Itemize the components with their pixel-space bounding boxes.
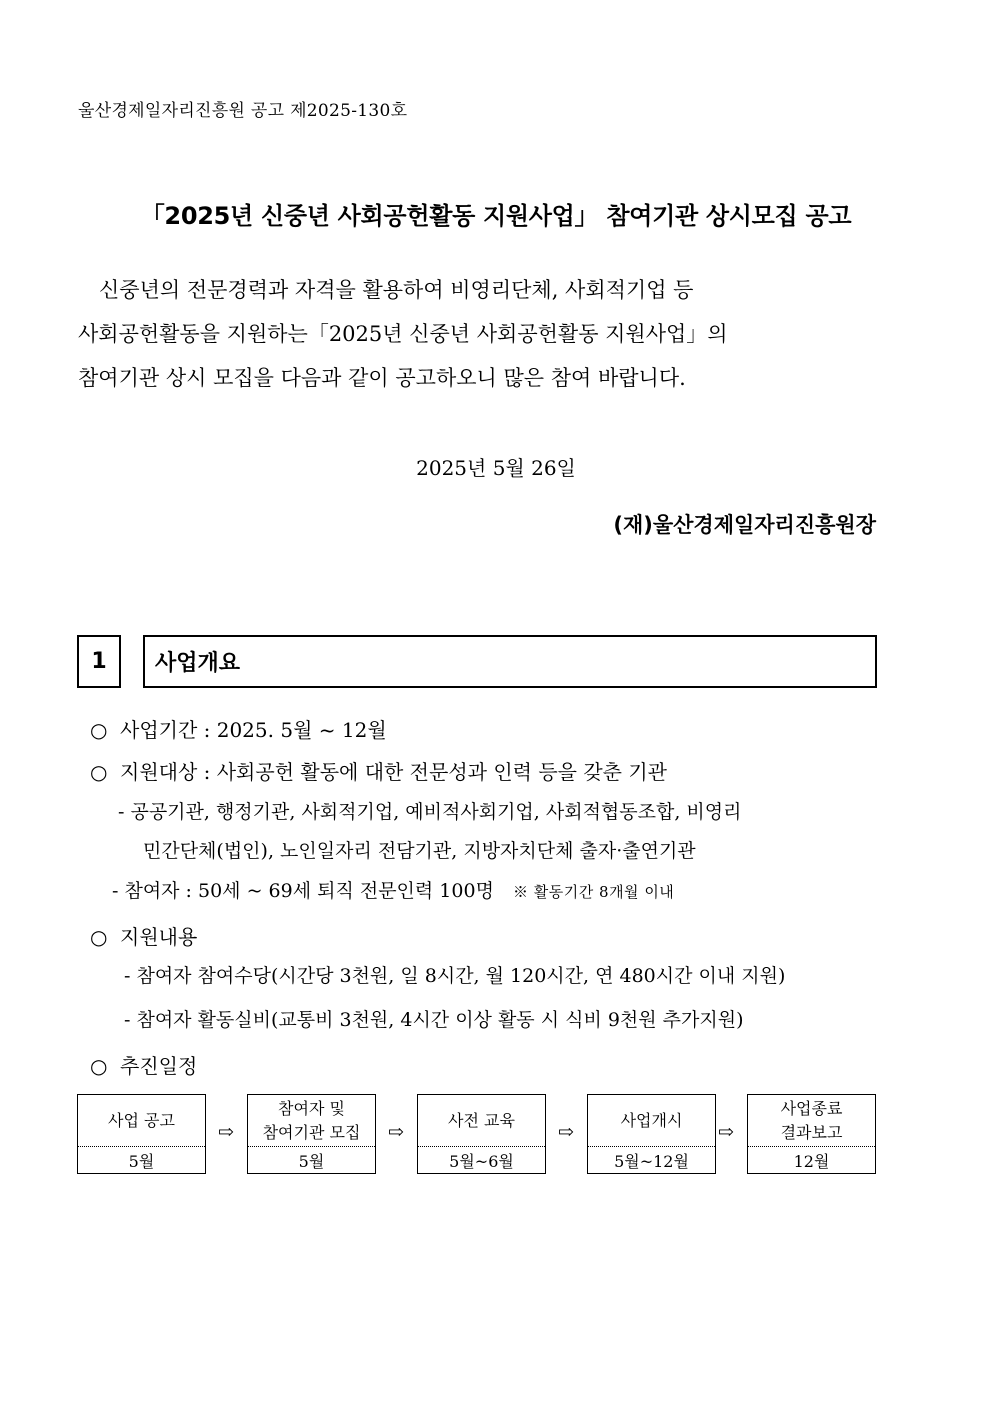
support-sub-2: - 참여자 활동실비(교통비 3천원, 4시간 이상 활동 시 식비 9천원 추가지원) bbox=[124, 1009, 744, 1031]
step-period: 5월 bbox=[298, 1151, 325, 1171]
step-period: 5월~6월 bbox=[449, 1151, 514, 1171]
schedule-step bbox=[417, 1094, 546, 1174]
schedule-step bbox=[77, 1094, 206, 1174]
notice-number: 울산경제일자리진흥원 공고 제2025-130호 bbox=[78, 101, 408, 121]
list-item-schedule bbox=[90, 1050, 197, 1079]
step-label-line2: 참여기관 모집 bbox=[262, 1122, 361, 1142]
section-title: 사업개요 bbox=[143, 635, 877, 688]
target-sub-2 bbox=[112, 876, 674, 903]
right-arrow-icon: ⇨ bbox=[558, 1121, 574, 1143]
bullet-circle-icon: ○ bbox=[90, 1054, 108, 1078]
period-text: 사업기간 : 2025. 5월 ~ 12월 bbox=[120, 718, 387, 742]
schedule-step bbox=[587, 1094, 716, 1174]
intro-line-2: 사회공헌활동을 지원하는「2025년 신중년 사회공헌활동 지원사업」의 bbox=[78, 322, 728, 346]
issuer-name: (재)울산경제일자리진흥원장 bbox=[613, 513, 876, 537]
step-period: 5월~12월 bbox=[614, 1151, 689, 1171]
bullet-circle-icon: ○ bbox=[90, 925, 108, 949]
bullet-circle-icon: ○ bbox=[90, 760, 108, 784]
target-sub-1a: - 공공기관, 행정기관, 사회적기업, 예비적사회기업, 사회적협동조합, 비영리 bbox=[118, 801, 742, 823]
activity-period-note: ※ 활동기간 8개월 이내 bbox=[513, 883, 675, 901]
right-arrow-icon: ⇨ bbox=[718, 1121, 734, 1143]
schedule-step bbox=[747, 1094, 876, 1174]
step-label: 사전 교육 bbox=[448, 1110, 515, 1130]
step-period: 5월 bbox=[128, 1151, 155, 1171]
list-item-support bbox=[90, 921, 197, 950]
schedule-text: 추진일정 bbox=[120, 1054, 198, 1078]
intro-line-1: 신중년의 전문경력과 자격을 활용하여 비영리단체, 사회적기업 등 bbox=[99, 278, 694, 302]
target-sub-1b: 민간단체(법인), 노인일자리 전담기관, 지방자치단체 출자·출연기관 bbox=[143, 840, 696, 862]
support-sub-1: - 참여자 참여수당(시간당 3천원, 일 8시간, 월 120시간, 연 480시간 이내 지원) bbox=[124, 965, 786, 987]
target-text: 지원대상 : 사회공헌 활동에 대한 전문성과 인력 등을 갖춘 기관 bbox=[120, 760, 667, 784]
support-text: 지원내용 bbox=[120, 925, 198, 949]
step-label-line2: 결과보고 bbox=[780, 1122, 843, 1142]
right-arrow-icon: ⇨ bbox=[388, 1121, 404, 1143]
notice-date: 2025년 5월 26일 bbox=[416, 456, 576, 480]
step-label: 사업개시 bbox=[620, 1110, 683, 1130]
step-label: 사업 공고 bbox=[108, 1110, 175, 1130]
right-arrow-icon: ⇨ bbox=[218, 1121, 234, 1143]
list-item-target bbox=[90, 756, 667, 785]
bullet-circle-icon: ○ bbox=[90, 718, 108, 742]
step-label: 참여자 및 bbox=[278, 1098, 345, 1118]
intro-paragraph bbox=[78, 268, 878, 400]
page-title: 「2025년 신중년 사회공헌활동 지원사업」 참여기관 상시모집 공고 bbox=[140, 202, 852, 230]
step-period: 12월 bbox=[793, 1151, 830, 1171]
list-item-period bbox=[90, 714, 387, 743]
target-sub-2-text: - 참여자 : 50세 ~ 69세 퇴직 전문인력 100명 bbox=[112, 880, 494, 902]
intro-line-3: 참여기관 상시 모집을 다음과 같이 공고하오니 많은 참여 바랍니다. bbox=[78, 366, 686, 390]
step-label: 사업종료 bbox=[780, 1098, 843, 1118]
schedule-step bbox=[247, 1094, 376, 1174]
section-number: 1 bbox=[77, 635, 121, 688]
